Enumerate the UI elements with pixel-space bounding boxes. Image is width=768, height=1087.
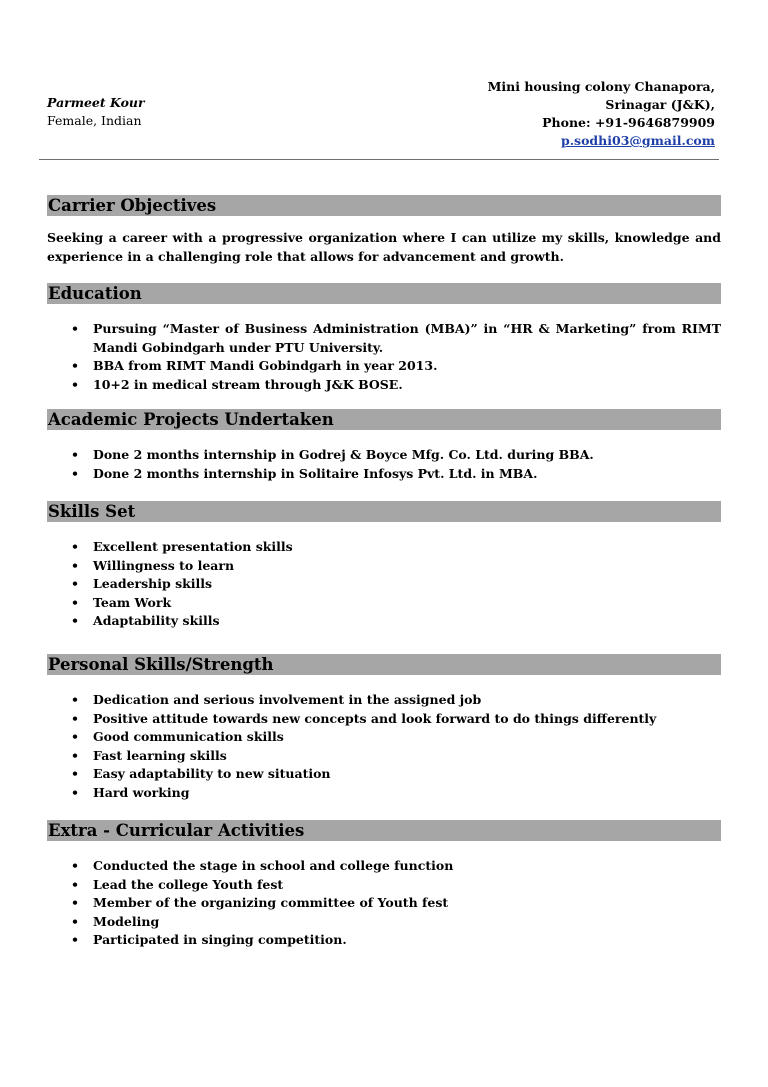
list-item-text: Good communication skills — [93, 729, 284, 744]
list-item-text: Conducted the stage in school and college function — [93, 858, 454, 873]
extra-curricular-list — [47, 857, 721, 950]
list-item — [47, 538, 721, 557]
bullet-icon: • — [71, 613, 79, 628]
list-item-text: Team Work — [93, 594, 172, 610]
address-line-2: Srinagar (J&K), — [605, 97, 715, 112]
section-title: Personal Skills/Strength — [47, 654, 721, 675]
section-title: Skills Set — [47, 501, 721, 522]
list-item — [47, 876, 721, 895]
list-item-text: Leadership skills — [93, 576, 213, 591]
list-item — [47, 931, 721, 950]
list-item — [47, 465, 721, 484]
list-item-text: Pursuing “Master of Business Administration (MBA)” in “HR & Marketing” from RIMT Mandi Gobindgarh under PTU University. — [93, 321, 721, 355]
list-item-text: Positive attitude towards new concepts and look forward to do things differently — [93, 710, 657, 726]
contact-info — [488, 78, 715, 150]
bullet-icon: • — [71, 784, 79, 800]
list-item-text: Lead the college Youth fest — [93, 876, 284, 892]
list-item — [47, 357, 721, 376]
candidate-info — [47, 94, 145, 130]
bullet-icon: • — [71, 539, 79, 554]
candidate-details: Female, Indian — [47, 113, 142, 128]
bullet-icon: • — [71, 576, 79, 591]
list-item-text: Dedication and serious involvement in the assigned job — [93, 692, 482, 707]
list-item-text: BBA from RIMT Mandi Gobindgarh in year 2013. — [93, 358, 438, 373]
list-item — [47, 575, 721, 594]
bullet-icon: • — [71, 447, 79, 462]
resume-header — [47, 78, 715, 148]
bullet-icon: • — [71, 876, 79, 892]
section-title: Carrier Objectives — [47, 195, 721, 216]
list-item-text: Done 2 months internship in Solitaire Infosys Pvt. Ltd. in MBA. — [93, 465, 538, 481]
list-item-text: Participated in singing competition. — [93, 932, 347, 947]
list-item-text: Done 2 months internship in Godrej & Boyce Mfg. Co. Ltd. during BBA. — [93, 447, 594, 462]
section-skills — [47, 501, 721, 631]
bullet-icon: • — [71, 766, 79, 781]
bullet-icon: • — [71, 594, 79, 610]
section-extra-curricular — [47, 820, 721, 950]
section-title: Education — [47, 283, 721, 304]
strengths-list — [47, 691, 721, 802]
list-item — [47, 557, 721, 576]
list-item-text: Member of the organizing committee of Youth fest — [93, 895, 449, 910]
list-item — [47, 784, 721, 803]
bullet-icon: • — [71, 895, 79, 910]
section-strengths — [47, 654, 721, 802]
bullet-icon: • — [71, 913, 79, 929]
section-projects — [47, 409, 721, 483]
education-list — [47, 320, 721, 394]
header-divider — [39, 159, 719, 160]
skills-list — [47, 538, 721, 631]
bullet-icon: • — [71, 376, 79, 392]
list-item — [47, 376, 721, 395]
list-item — [47, 446, 721, 465]
address-line-1: Mini housing colony Chanapora, — [487, 79, 715, 94]
bullet-icon: • — [71, 557, 79, 573]
objective-text: Seeking a career with a progressive organization where I can utilize my skills, knowledge and experience in a challenging role that allows for advancement and growth. — [47, 230, 721, 264]
list-item — [47, 894, 721, 913]
bullet-icon: • — [71, 932, 79, 947]
bullet-icon: • — [71, 692, 79, 707]
bullet-icon: • — [71, 710, 79, 726]
section-objective — [47, 195, 721, 266]
list-item — [47, 913, 721, 932]
section-title: Extra - Curricular Activities — [47, 820, 721, 841]
list-item-text: Modeling — [93, 913, 160, 929]
list-item-text: 10+2 in medical stream through J&K BOSE. — [93, 376, 403, 392]
list-item — [47, 612, 721, 631]
section-title: Academic Projects Undertaken — [47, 409, 721, 430]
list-item-text: Hard working — [93, 784, 190, 800]
section-education — [47, 283, 721, 394]
list-item-text: Excellent presentation skills — [93, 539, 293, 554]
phone-number: Phone: +91-9646879909 — [542, 115, 715, 130]
list-item — [47, 728, 721, 747]
list-item — [47, 691, 721, 710]
bullet-icon: • — [71, 358, 79, 373]
bullet-icon: • — [71, 729, 79, 744]
list-item-text: Easy adaptability to new situation — [93, 766, 331, 781]
list-item-text: Adaptability skills — [93, 613, 220, 628]
list-item — [47, 747, 721, 766]
list-item-text: Fast learning skills — [93, 747, 227, 763]
projects-list — [47, 446, 721, 483]
bullet-icon: • — [71, 858, 79, 873]
candidate-name: Parmeet Kour — [47, 95, 145, 110]
list-item — [47, 857, 721, 876]
bullet-icon: • — [71, 465, 79, 481]
bullet-icon: • — [71, 321, 79, 336]
list-item-text: Willingness to learn — [93, 557, 235, 573]
list-item — [47, 710, 721, 729]
list-item — [47, 320, 721, 357]
bullet-icon: • — [71, 747, 79, 763]
email-link[interactable]: p.sodhi03@gmail.com — [560, 133, 715, 148]
list-item — [47, 765, 721, 784]
list-item — [47, 594, 721, 613]
